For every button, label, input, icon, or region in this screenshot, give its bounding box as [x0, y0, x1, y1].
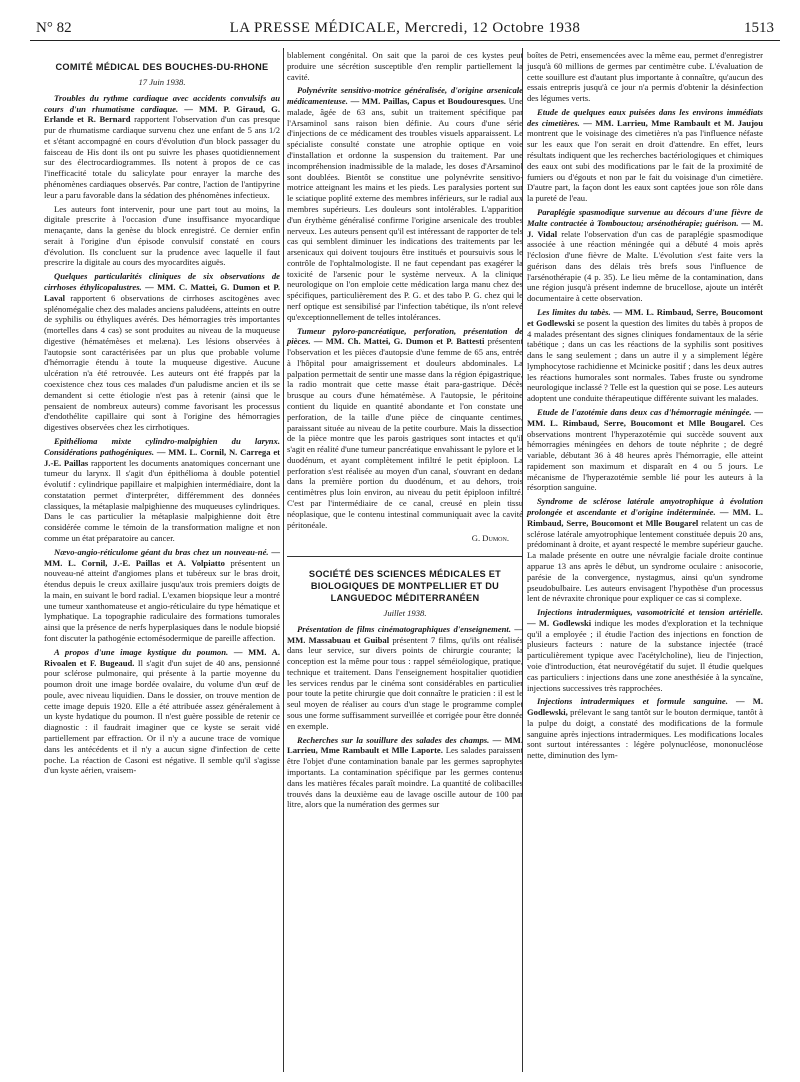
article-title: Injections intradermiques, vasomotricité et tension artérielle.: [537, 607, 763, 618]
article-text: relate l'observation d'un cas de paraplégie spasmodique associée à une réaction méningée qui a débuté 4 mois après l'éclosion d'une fièvre de Malte. L'évolution s'est faite vers la guérison dans des délais très brefs sous l'influence de l'arsénothérapie (4 p. 35). Le lieu même de la contamination, dans une région jusqu'à présent indemne de brucellose, ajoute un intérêt documentaire à cette observation.: [527, 228, 764, 304]
article: [287, 85, 523, 322]
article: [527, 307, 763, 404]
article: [527, 407, 763, 493]
article: [527, 607, 763, 693]
article-authors: — MM. Paillas, Capus et Boudouresques.: [350, 96, 506, 107]
article-title: Tumeur pyloro-pancréatique, perforation, présentation de pièces.: [287, 325, 523, 347]
article-title: Présentation de films cinématographiques d'enseignement.: [297, 623, 511, 634]
article-authors: — MM. Massabuau et Guibal: [287, 623, 523, 645]
article: [44, 271, 280, 433]
article-text: Il s'agit d'un sujet de 40 ans, pensionné pour sclérose pulmonaire, qui présente à la partie moyenne du poumon droit une image bordée ovalaire, du volume d'un œuf de poule, avec niveau liquidien. Dans le dossier, on trouve mention de cette image depuis 1920. Elle a été attribuée assez généralement à un kyste hydatique du poumon. Il n'est guère possible de retenir ce diagnostic : il faudrait imaginer que ce kyste se serait vidé partiellement par effraction. Or il n'y a aucune trace de vomique dans les antécédents et il n'y a aucun signe d'infection de cette poche. La réaction de Casoni est négative. Il semble qu'il s'agisse d'un kyste aérien, vraisem-: [44, 657, 280, 776]
article-authors: — MM. A. Rivoalen et F. Bugeaud.: [44, 646, 280, 668]
article-title: Nævo-angio-réticulome géant du bras chez un nouveau-né.: [54, 546, 269, 557]
article-authors: — MM. Larrieu, Mme Rambault et M. Jaujou: [583, 117, 764, 128]
page-header: [30, 18, 780, 41]
article: [527, 107, 763, 204]
article-authors: — MM. L. Rimbaud, Serre, Boucomont et Mlle Bougarel: [527, 507, 763, 528]
article-text: prélevant le sang tantôt sur le bouton dermique, tantôt à la pulpe du doigt, a constaté des modifications de la formule sanguine après injections intradermiques. Les modifications locales sont surtout intéressantes : légère polynucléose, mononucléose nette, diminution des lym-: [527, 707, 763, 761]
article-title: Paraplégie spasmodique survenue au décours d'une fièvre de Malte contractée à Tombouctou; arsénothérapie; guérison.: [527, 206, 763, 228]
article-text: indique les modes d'exploration et la technique qu'il a employée ; il étudie l'action des injections en fonction de plusieurs facteurs : nature de la substance injectée (tracé particulièrement typique avec l'acétylcholine), lieu de l'injection, voie d'introduction, état neurovégétatif du sujet. Il étudie quelques cas particuliers : injections dans une zone anesthésiée à la syncaïne, injections successives très rapprochées.: [527, 617, 763, 693]
article: [44, 547, 280, 644]
article-authors: — M. Godlewski: [527, 617, 592, 628]
article-title: A propos d'une image kystique du poumon.: [54, 646, 229, 657]
article-text: se posent la question des limites du tabès à propos de 4 malades présentant des signes cliniques fondamentaux de la série tabétique ; dans un cas les réactions de la syphilis sont positives dans le sang seulement ; dans un autre il y a simplement légère lymphocytose rachidienne et Mcinicke positif ; dans les deux autres les réactions humorales sont normales. Tabes fruste ou syndrome neurologique inclassé ? Telle est la question qui se pose. Les auteurs adoptent une conduite thérapeutique différente suivant les malades.: [527, 317, 763, 404]
article-title: Les limites du tabès.: [537, 306, 611, 317]
article-text: présentent 7 films, qu'ils ont réalisés dans leur service, sur divers points de chirurgie courante; la conception est la même pour tous : rappel séméiologique, pratique, technique et traitement. Dans l'enseignement hospitalier quotidien les services rendus par le cinéma sont considérables en particulier pour toute la petite chirurgie que doit connaître le praticien : il est le seul moyen de réaliser au cours d'un stage le programme complet sous une forme suffisamment surveillée et corrigée pour être donnée en exemple.: [287, 634, 523, 731]
article-title: Syndrome de sclérose latérale amyotrophique à évolution prolongée et ascendante et d'origine indéterminée.: [527, 496, 763, 518]
article-authors: — MM. P. Giraud, G. Erlande et R. Bernard: [44, 103, 281, 125]
article-authors: — MM. L. Cornil, N. Carrega et J.-E. Paillas: [44, 446, 280, 468]
article-authors: — M. Godlewski,: [527, 696, 763, 718]
article-text: Une malade, âgée de 63 ans, subit un traitement spécifique par l'Arsaminol sans raison bien définie. Au cours d'une série d'injections de ce médicament des troubles visuels apparaissent. Le spécialiste consulté constate une atrophie optique en voie d'installation et ordonne la suspension du traitement. Par une incompréhension inadmissible de la malade, les doses d'Arsaminol sont doublées. Bientôt se constitue une polynévrite sensitivo-motrice atteignant les mains et les pieds. Les paralysies portent sur le sciatique poplité externe des membres inférieurs, sur le radial aux membres supérieurs. Les douleurs sont intolérables. L'apparition d'un érythème généralisé confirme l'origine arsenicale des troubles nerveux. Les auteurs pensent qu'il est intéressant de rapporter de tels cas qui semblent diminuer les indications des traitements par les arsenicaux qui doivent toujours être institués et poursuivis sous le contrôle de l'ophtalmologiste. Il ne faut cependant pas exagérer la toxicité de l'arsenic pour le système nerveux. A la clinique neurologique on l'on emploie cette médication larga manu chez des spécifiques, particulièrement des P. G. et des tabo P. G. chez qui le nerf optique est sensibilisé par l'infection tabétique, ils n'ont relevé qu'exceptionnellement de telles intolérances.: [287, 96, 523, 322]
article-title: Quelques particularités cliniques de six observations de cirrhoses éthylicopalustres.: [44, 271, 280, 293]
article-title: Epithélioma mixte cylindro-malpighien du larynx. Considérations pathogéniques.: [44, 435, 280, 457]
issue-number: N° 82: [36, 20, 72, 36]
article: [44, 93, 280, 201]
article-title: Injections intradermiques et formule sanguine.: [537, 696, 728, 707]
article-title: Recherches sur la souillure des salades des champs.: [297, 734, 490, 745]
section-date: 17 Juin 1938.: [138, 76, 186, 87]
article: [287, 326, 523, 531]
article-text: montrent que le voisinage des cimetières n'a pas l'influence néfaste sur les eaux que l'on serait en droit d'attendre. En effet, leurs résultats indiquent que les recherches bactériologiques et chimiques des eaux ont subi des modifications par le fait de la proximité de fumiers ou d'égouts et non par le fait du voisinage d'un cimetière. D'autre part, la façon dont les eaux sont captées joue son rôle dans la pureté de l'eau.: [527, 128, 763, 204]
article: [287, 624, 523, 732]
article-text: relatent un cas de sclérose latérale amyotrophique lentement constituée depuis 20 ans, prédominant à droite, et ayant respecté le membre supérieur gauche. La malade présente en outre une névralgie faciale droite continue apparue 13 ans après le début, un syndrome oculaire : anisocorie, parésie de la convergence, nystagmus, ainsi qu'un syndrome pseudobulbaire. Les auteurs envisagent l'hypothèse d'un processus lent de névraxite chronique pour expliquer ce cas si complexe.: [527, 517, 764, 604]
article-title: Polynévrite sensitivo-motrice généralisée, d'origine arsenicale médicamenteuse.: [287, 85, 523, 107]
journal-title: LA PRESSE MÉDICALE, Mercredi, 12 Octobre 1938: [229, 20, 581, 36]
article-text: rapportent 6 observations de cirrhoses ascitogènes avec splénomégalie chez des malades anciens paludéens, atteints en outre de syphilis ou éthyliques avérés. Des hémorragies très importantes (mortelles dans 4 cas) se sont produites au niveau de la muqueuse digestive (hématémèses et melæna). Les lésions observées à l'autopsie sont caractérisées par un plus que probable volume d'hémorragie étendu à toute la muqueuse digestive. Aucune ulcération n'a été retrouvée. Les auteurs ont été frappés par la coexistence chez tous ces malades d'un paludisme ancien et ils se demandent si cette étiologie n'est pas à retenir (ainsi que le pensaient de nombreux auteurs) comme favorisant les processus d'endothélite capillaire qui sont à l'origine des hémorragies digestives observées chez les cirrhotiques.: [44, 292, 280, 433]
signature: G. Dumon.: [471, 533, 509, 544]
article-paragraph: Les auteurs font intervenir, pour une part tout au moins, la digitale prescrite à l'occasion d'une insuffisance myocardique menaçante, dans la genèse du block enregistré. Ce dernier enfin serait à l'origine d'un épisode convulsif constaté en cours d'évolution. Ils concluent sur la prudence avec laquelle il faut prescrire la digitale au cours des myocardites aiguës.: [44, 203, 280, 268]
article: [44, 647, 280, 776]
article-text: rapportent les documents anatomiques concernant une tumeur du larynx. Il s'agit d'un épithélioma à double potentiel évolutif : cylindrique papillaire et malpighien intermédiaire, dont la constatation permet d'interpréter, différemment des données classiques, la métaplasie malpighienne des muqueuses cylindriques. Dans le cas particulier la métaplasie malpighienne doit être considérée comme le témoin de la transformation maligne et non comme un état préparatoire au cancer.: [44, 457, 281, 543]
article-authors: — MM. C. Mattei, G. Dumon et P. Laval: [44, 282, 281, 303]
section-date: Juillet 1938.: [383, 608, 427, 619]
article-authors: — M. J. Vidal: [527, 217, 763, 239]
column-divider: [283, 48, 284, 1072]
article-continuation: boîtes de Petri, ensemencées avec la même eau, permet d'enregistrer jusqu'à 60 millions de germes par centimètre cube. L'évaluation de cette souillure est d'autant plus importante à connaître, qu'aucun des essais entrepris jusqu'à ce jour n'a permis d'obtenir la désinfection des légumes verts.: [527, 50, 763, 104]
article-text: Les salades paraissent être l'objet d'une contamination banale par les germes saprophytes importants. La contamination spécifique par les germes contenus dans les matières fécales paraît moindre. La quantité de colibacilles trouvés dans la deuxième eau de lavage oscille autour de 100 par litre, alors que la numération des germes sur: [287, 745, 523, 810]
section-heading: SOCIÉTÉ DES SCIENCES MÉDICALES ET BIOLOGIQUES DE MONTPELLIER ET DU LANGUEDOC MÉDITERRANÉEN: [308, 569, 502, 604]
article-text: Ces observations montrent l'hyperazotémie qui succède souvent aux hémorragies méningées en dehors de toute néphrite ; de degré variable, débutant 36 à 48 heures après l'hémorragie, elle atteint rapidement son maximum et disparaît en 4 ou 5 jours. Le mécanisme de l'hyperazotémie semble lié pour les auteurs à la résorption sanguine.: [527, 417, 763, 493]
article-authors: — MM. Ch. Mattei, G. Dumon et P. Battesti: [313, 336, 485, 347]
article: [527, 696, 763, 761]
page-number: 1513: [744, 20, 774, 36]
article: [527, 496, 763, 604]
article-authors: — MM. Larrieu, Mme Rambault et Mlle Laporte.: [287, 734, 523, 756]
article-text: présentent un nouveau-né atteint d'angiomes plans et tubéreux sur le bras droit, étendus depuis le creux axillaire jusqu'aux trois premiers doigts de la main, en suivant le bord radial. L'examen biopsique leur a montré une tumeur xanthomateuse et angio-réticulaire du type hématique et lymphatique. La topographie radiculaire des formations tumorales ainsi que la présence de nerfs hyperplasiques dans le nodule biopsié font discuter la pathogénie ectomésodermique de pareille affection.: [44, 557, 280, 644]
column-2: [287, 50, 523, 813]
article: [44, 436, 280, 544]
article-title: Etude de l'azotémie dans deux cas d'hémorragie méningée.: [537, 407, 752, 417]
article-title: Etude de quelques eaux puisées dans les environs immédiats des cimetières.: [527, 106, 763, 128]
column-1: [44, 50, 280, 779]
article-authors: — MM. L. Rimbaud, Serre, Boucomont et Godlewski: [527, 306, 763, 328]
article: [287, 735, 523, 810]
article-text: présentent l'observation et les pièces d'autopsie d'une femme de 65 ans, entrée à l'hôpital pour amaigrissement et douleurs abdominales. La palpation permettait de sentir une masse dans la région épigastrique, la radio montrait que cette masse était para-gastrique. Décès brusque au cours d'une hématémèse. A l'autopsie, le péritoine contient du liquide en quantité abondante et l'on constate une perforation, de la taille d'une pièce de cinquante centimes, paraissant située au niveau de la petite courbure. Mais la dissection de la pièce montre que les parois gastriques sont intactes et qu'il s'agit en réalité d'une tumeur pancréatique envahissant le pylore et le duodénum, et ayant complètement infiltré le petit épiploon. La perforation s'est réalisée au moyen d'un canal, s'ouvrant en dedans dans la première portion du duodénum, et au dehors, trois centimètres plus loin environ, au niveau du petit épiploon infiltré. C'est par l'intermédiaire de ce canal, creusé en plein tissu néoplasique, que le contenu intestinal communiquait avec la cavité péritonéale.: [287, 336, 523, 530]
article-continuation: blablement congénital. On sait que la paroi de ces kystes peut produire une sécrétion susceptible d'en remplir partiellement la cavité.: [287, 50, 523, 82]
article-authors: — MM. L. Rimbaud, Serre, Boucomont et Mlle Bougarel.: [527, 407, 763, 428]
article-authors: — MM. L. Cornil, J.-E. Paillas et A. Volpiatto: [44, 546, 280, 568]
article-text: rapportent l'observation d'un cas presque pur de rhumatisme cardiaque survenu chez une enfant de 5 ans 1/2 et s'étant accompagné en cours d'évolution d'un block passager du faisceau de His dont ils ont pu suivre les phases quotidiennement sur des électrocardiogrammes. Ils notent à propos de ce cas l'inefficacité totale du salicylate pour enrayer la marche des phénomènes cardiaques observés. Par contre, l'action de l'antipyrine leur a paru favorable dans la sédation des phénomènes infectieux.: [44, 114, 280, 200]
article-title: Troubles du rythme cardiaque avec accidents convulsifs au cours d'un rhumatisme cardiaque.: [44, 92, 280, 114]
column-3: [527, 50, 763, 764]
section-separator: [287, 556, 523, 557]
section-heading: COMITÉ MÉDICAL DES BOUCHES-DU-RHONE: [55, 62, 269, 72]
article: [527, 207, 763, 304]
